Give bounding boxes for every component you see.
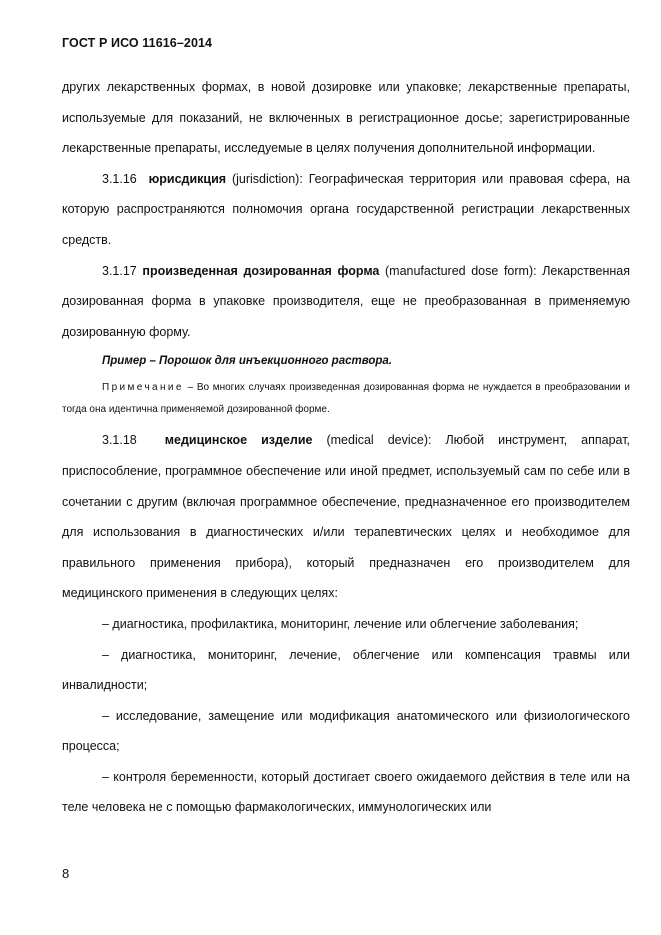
page-number: 8 [62,866,70,881]
definition-medical-device [62,425,630,609]
clause-number: 3.1.17 [102,263,137,278]
example-text: Пример – Порошок для инъекционного раствора. [102,355,393,368]
definition-manufactured-dose-form [62,256,630,348]
list-item: – диагностика, профилактика, мониторинг, лечение или облегчение заболевания; [102,616,579,631]
document-body [62,72,630,823]
definition-text: (medical device): Любой инструмент, аппарат, приспособление, программное обеспечение или иной предмет, используемый сам по себе или в сочетании с другим (включая программное обеспечение, предназначенное его производителем для использования в диагностических и/или терапевтических целях и необходимое для правильного применения прибора), который предназначен его производителем для медицинского применения в следующих целях: [62,433,631,601]
list-item: – диагностика, мониторинг, лечение, облегчение или компенсация травмы или инвалидности; [62,647,630,693]
list-item: – исследование, замещение или модификация анатомического или физиологического процесса; [62,708,630,754]
paragraph-continuation: других лекарственных формах, в новой дозировке или упаковке; лекарственные препараты, используемые для показаний, не включенных в регистрационное досье; зарегистрированные лекарственные препараты, исследуемые в целях получения дополнительной информации. [62,80,630,156]
clause-number: 3.1.16 [102,171,137,186]
clause-number: 3.1.18 [102,433,137,448]
defined-term: юрисдикция [148,171,227,186]
definition-text: (jurisdiction): Географическая территория или правовая сфера, на которую распространяются полномочия органа государственной регистрации лекарственных средств. [62,171,630,247]
document-header: ГОСТ Р ИСО 11616–2014 [62,36,213,50]
note-label: Примечание [102,382,184,394]
defined-term: медицинское изделие [164,433,313,448]
defined-term: произведенная дозированная форма [142,263,380,278]
definition-text: (manufactured dose form): Лекарственная дозированная форма в упаковке производителя, еще не преобразованная в применяемую дозированную форму. [62,263,630,339]
list-item: – контроля беременности, который достигает своего ожидаемого действия в теле или на теле человека не с помощью фармакологических, иммунологических или [62,769,630,815]
definition-jurisdiction [62,164,630,256]
note-text: – Во многих случаях произведенная дозированная форма не нуждается в преобразовании и тогда она идентична применяемой дозированной форме. [62,382,631,416]
note-paragraph [62,377,630,421]
